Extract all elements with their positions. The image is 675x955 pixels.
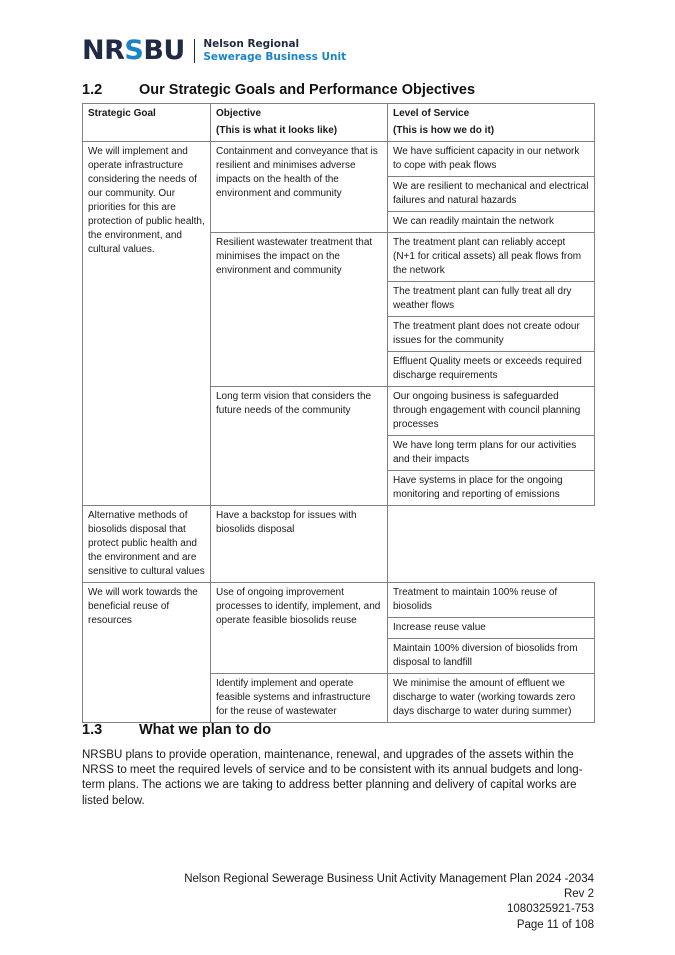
nrsbu-logo: [82, 36, 346, 66]
service-cell: We have long term plans for our activities and their impacts: [388, 436, 595, 471]
footer-revision: Rev 2: [563, 888, 594, 901]
section-number: 1.2: [82, 82, 103, 98]
section-paragraph: NRSBU plans to provide operation, maintenance, renewal, and upgrades of the assets within the NRSS to meet the required levels of service and to be consistent with its annual budgets and long-term plans. The actions we are taking to address better planning and delivery of capital works are listed below.: [82, 749, 583, 807]
service-cell: Have a backstop for issues with biosolids disposal: [211, 506, 388, 583]
service-cell: Have systems in place for the ongoing monitoring and reporting of emissions: [388, 471, 595, 506]
section-title: Our Strategic Goals and Performance Objectives: [139, 82, 476, 98]
page-footer: [184, 872, 594, 933]
header-strategic-goal: Strategic Goal: [83, 104, 211, 142]
service-cell: The treatment plant does not create odour issues for the community: [388, 317, 595, 352]
table-row: [83, 583, 595, 618]
section-heading-1-3: [82, 722, 271, 738]
objective-cell: Identify implement and operate feasible systems and infrastructure for the reuse of wastewater: [211, 674, 388, 723]
footer-document-id: 1080325921-753: [507, 903, 594, 916]
logo-subtitle: Nelson Regional Sewerage Business Unit: [203, 38, 347, 63]
service-cell: Increase reuse value: [388, 618, 595, 639]
logo-wordmark: NRSBU: [82, 35, 185, 66]
service-cell: We are resilient to mechanical and electrical failures and natural hazards: [388, 177, 595, 212]
section-heading-1-2: [82, 82, 475, 98]
objective-cell: Containment and conveyance that is resilient and minimises adverse impacts on the health of the environment and community: [211, 142, 388, 233]
objective-cell: Long term vision that considers the future needs of the community: [211, 387, 388, 506]
footer-page-number: Page 11 of 108: [516, 918, 594, 931]
goal-cell: We will work towards the beneficial reuse of resources: [83, 583, 211, 723]
section-number: 1.3: [82, 722, 103, 738]
service-cell: Effluent Quality meets or exceeds required discharge requirements: [388, 352, 595, 387]
service-cell: We minimise the amount of effluent we discharge to water (working towards zero days discharge to water during summer): [388, 674, 595, 723]
header-objective: Objective (This is what it looks like): [211, 104, 388, 142]
header-level-of-service: Level of Service (This is how we do it): [388, 104, 595, 142]
service-cell: Maintain 100% diversion of biosolids from disposal to landfill: [388, 639, 595, 674]
service-cell: The treatment plant can fully treat all dry weather flows: [388, 282, 595, 317]
objective-cell: Alternative methods of biosolids disposal that protect public health and the environment and are sensitive to cultural values: [83, 506, 211, 583]
objective-cell: Resilient wastewater treatment that minimises the impact on the environment and community: [211, 233, 388, 387]
service-cell: The treatment plant can reliably accept (N+1 for critical assets) all peak flows from the network: [388, 233, 595, 282]
service-cell: We have sufficient capacity in our network to cope with peak flows: [388, 142, 595, 177]
logo-divider: [194, 39, 196, 63]
footer-document-title: Nelson Regional Sewerage Business Unit Activity Management Plan 2024 -2034: [184, 873, 594, 885]
service-cell: Treatment to maintain 100% reuse of biosolids: [388, 583, 595, 618]
section-title: What we plan to do: [139, 722, 272, 738]
table-row: [83, 142, 595, 177]
objective-cell: Use of ongoing improvement processes to identify, implement, and operate feasible biosolids reuse: [211, 583, 388, 674]
service-cell: We can readily maintain the network: [388, 212, 595, 233]
strategic-goals-table: [82, 103, 595, 723]
service-cell: Our ongoing business is safeguarded through engagement with council planning processes: [388, 387, 595, 436]
table-row: [83, 506, 595, 583]
table-header-row: [83, 104, 595, 142]
goal-cell: We will implement and operate infrastructure considering the needs of our community. Our priorities for this are protection of public health, the environment, and cultural values.: [83, 142, 211, 506]
